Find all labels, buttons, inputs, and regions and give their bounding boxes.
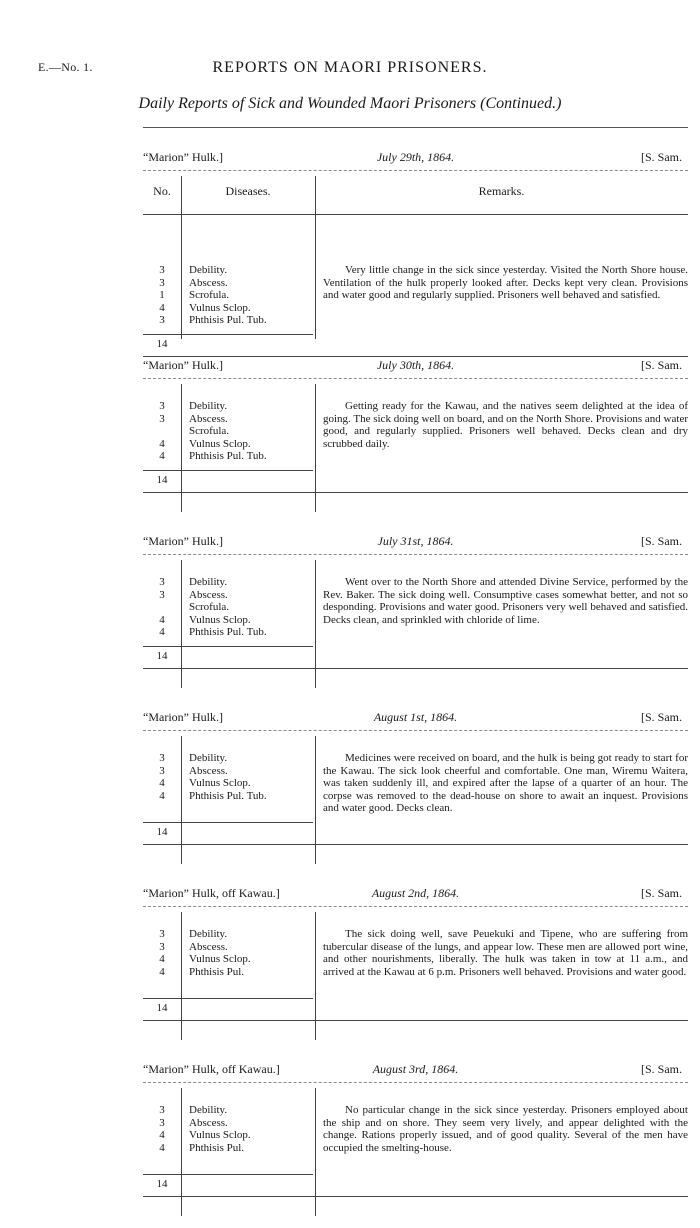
table-row (143, 928, 313, 941)
report-entry (143, 1052, 688, 1228)
table-row (143, 1104, 313, 1117)
case-count: 4 (159, 1141, 165, 1154)
case-count: 4 (159, 437, 165, 450)
page-subtitle: Daily Reports of Sick and Wounded Maori Prisoners (Continued.) (138, 95, 562, 112)
report-date: July 30th, 1864. (376, 358, 455, 372)
dashed-rule (143, 906, 688, 907)
disease-name: Scrofula. (189, 601, 230, 613)
disease-name: Scrofula. (189, 425, 230, 437)
entry-bottom-rule (143, 1020, 688, 1021)
disease-list (143, 752, 313, 802)
table-row (143, 765, 313, 778)
dashed-rule (143, 170, 688, 171)
disease-list (143, 1104, 313, 1154)
signature: [S. Sam. (640, 150, 682, 164)
disease-name: Abscess. (189, 1116, 228, 1129)
disease-name: Vulnus Sclop. (189, 1129, 251, 1141)
total-rule (143, 334, 313, 335)
table-row (143, 1129, 313, 1142)
case-count: 3 (159, 1116, 165, 1129)
case-count: 4 (159, 301, 165, 314)
table-row (143, 289, 313, 302)
signature: [S. Sam. (640, 886, 682, 900)
disease-name: Vulnus Sclop. (189, 613, 251, 626)
table-row (143, 953, 313, 966)
sick-table (143, 736, 688, 876)
total-rule (143, 646, 313, 647)
vessel-name: “Marion” Hulk, off Kawau.] (143, 886, 280, 900)
sick-table (143, 176, 688, 348)
disease-name: Abscess. (189, 764, 228, 777)
table-row (143, 626, 313, 639)
table-row (143, 777, 313, 790)
dashed-rule (143, 1082, 688, 1083)
signature: [S. Sam. (640, 534, 682, 548)
entry-bottom-rule (143, 668, 688, 669)
entry-bottom-rule (143, 492, 688, 493)
report-date: August 1st, 1864. (373, 710, 458, 724)
table-row (143, 601, 313, 614)
disease-name: Vulnus Sclop. (189, 301, 251, 314)
case-count: 3 (159, 1104, 165, 1116)
table-row (143, 589, 313, 602)
disease-name: Phthisis Pul. Tub. (189, 789, 267, 802)
table-row (143, 264, 313, 277)
signature: [S. Sam. (640, 1062, 682, 1076)
entry-header (143, 1062, 688, 1078)
header-rule (143, 214, 688, 215)
signature: [S. Sam. (640, 358, 682, 372)
remarks-text: Getting ready for the Kawau, and the natives seem delighted at the idea of going. The sick doing well on board, and on the North Shore. Provisions and water good, and regularly supplied. Prisoners well behaved. Decks clean and dry scrubbed daily. (323, 400, 688, 450)
report-entry (143, 876, 688, 1052)
disease-list (143, 928, 313, 978)
total-rule (143, 822, 313, 823)
case-count: 3 (159, 264, 165, 276)
case-count: 3 (159, 940, 165, 953)
disease-name: Debility. (189, 576, 228, 588)
disease-name: Abscess. (189, 276, 228, 289)
disease-name: Phthisis Pul. Tub. (189, 626, 267, 638)
signature: [S. Sam. (640, 710, 682, 724)
sick-table (143, 384, 688, 524)
table-row (143, 277, 313, 290)
case-count: 3 (159, 928, 165, 940)
case-count: 1 (159, 289, 165, 301)
case-count: 4 (159, 965, 165, 978)
total-rule (143, 470, 313, 471)
table-row (143, 752, 313, 765)
total-rule (143, 1174, 313, 1175)
entry-header (143, 150, 688, 166)
disease-list (143, 576, 313, 639)
case-count: 3 (159, 276, 165, 289)
top-rule (143, 127, 688, 128)
vessel-name: “Marion” Hulk.] (143, 150, 223, 164)
vessel-name: “Marion” Hulk.] (143, 710, 223, 724)
entry-bottom-rule (143, 844, 688, 845)
report-date: July 29th, 1864. (376, 150, 455, 164)
case-count: 3 (159, 576, 165, 588)
disease-name: Phthisis Pul. Tub. (189, 314, 267, 326)
disease-name: Vulnus Sclop. (189, 953, 251, 965)
table-row (143, 941, 313, 954)
disease-name: Scrofula. (189, 289, 230, 301)
report-date: July 31st, 1864. (377, 534, 454, 548)
remarks-text: Went over to the North Shore and attended Divine Service, performed by the Rev. Baker. The sick doing well. Consumptive cases somewhat better, and not so desponding. Provisions and water good. Prisoners very well behaved and satisfied. Decks clean, and sprinkled with chloride of lime. (323, 576, 688, 626)
table-row (143, 614, 313, 627)
case-count: 3 (159, 752, 165, 764)
vessel-name: “Marion” Hulk.] (143, 534, 223, 548)
case-count: 3 (159, 412, 165, 425)
disease-name: Vulnus Sclop. (189, 437, 251, 450)
disease-name: Phthisis Pul. Tub. (189, 450, 267, 462)
page-title: REPORTS ON MAORI PRISONERS. (212, 59, 488, 76)
case-count: 4 (159, 450, 165, 462)
case-count: 3 (159, 588, 165, 601)
table-row (143, 314, 313, 327)
case-count: 4 (159, 613, 165, 626)
report-entries (143, 140, 688, 1228)
entry-header (143, 710, 688, 726)
sick-table (143, 912, 688, 1052)
case-count: 4 (159, 953, 165, 965)
dashed-rule (143, 730, 688, 731)
disease-name: Abscess. (189, 588, 228, 601)
entry-header (143, 358, 688, 374)
table-row (143, 1117, 313, 1130)
report-entry (143, 140, 688, 348)
disease-name: Phthisis Pul. (189, 1141, 245, 1154)
remarks-text: No particular change in the sick since yesterday. Prisoners employed about the ship and on shore. They seem very lively, and appear delighted with the change. Rations properly issued, and of good quality. Several of the men have occupied the smelting-house. (323, 1104, 688, 1154)
case-count: 3 (159, 400, 165, 412)
case-count: 4 (159, 789, 165, 802)
table-row (143, 790, 313, 803)
case-count: 3 (159, 764, 165, 777)
total-count: 14 (156, 650, 168, 662)
table-row (143, 1142, 313, 1155)
column-header-diseases: Diseases. (225, 184, 271, 198)
sick-table (143, 1088, 688, 1228)
case-count: 4 (159, 1129, 165, 1141)
disease-name: Abscess. (189, 940, 228, 953)
total-count: 14 (156, 1002, 168, 1014)
report-entry (143, 524, 688, 700)
total-count: 14 (156, 826, 168, 838)
total-rule (143, 998, 313, 999)
page-ref: E.—No. 1. (38, 60, 93, 74)
entry-bottom-rule (143, 1196, 688, 1197)
remarks-text: Very little change in the sick since yesterday. Visited the North Shore house. Ventilation of the hulk properly looked after. Decks kept very clean. Provisions and water good and regularly supplied. Prisoners well behaved and satisfied. (323, 264, 688, 301)
total-count: 14 (156, 338, 168, 350)
case-count: 4 (159, 777, 165, 789)
report-date: August 2nd, 1864. (371, 886, 460, 900)
table-row (143, 966, 313, 979)
disease-name: Debility. (189, 928, 228, 940)
table-row (143, 425, 313, 438)
disease-name: Vulnus Sclop. (189, 777, 251, 789)
vessel-name: “Marion” Hulk, off Kawau.] (143, 1062, 280, 1076)
column-divider (315, 176, 316, 339)
disease-name: Phthisis Pul. (189, 965, 245, 978)
report-entry (143, 700, 688, 876)
table-header (143, 184, 688, 200)
table-row (143, 400, 313, 413)
sick-table (143, 560, 688, 700)
disease-list (143, 264, 313, 327)
entry-header (143, 886, 688, 902)
remarks-text: Medicines were received on board, and the hulk is being got ready to start for the Kawau. The sick look cheerful and comfortable. One man, Wiremu Waitera, was taken suddenly ill, and expired after the lapse of a quarter of an hour. The corpse was removed to the dead-house on shore to await an inquest. Provisions and water good. Decks clean. (323, 752, 688, 814)
vessel-name: “Marion” Hulk.] (143, 358, 223, 372)
report-date: August 3rd, 1864. (372, 1062, 459, 1076)
table-row (143, 413, 313, 426)
table-row (143, 450, 313, 463)
table-row (143, 438, 313, 451)
case-count: 3 (159, 314, 165, 326)
table-row (143, 576, 313, 589)
table-row (143, 302, 313, 315)
entry-header (143, 534, 688, 550)
case-count: 4 (159, 626, 165, 638)
disease-name: Debility. (189, 264, 228, 276)
disease-name: Debility. (189, 1104, 228, 1116)
remarks-text: The sick doing well, save Peuekuki and Tipene, who are suffering from tubercular disease of the lungs, and appear low. These men are allowed port wine, and other nourishments, liberally. The hulk was taken in tow at 11 a.m., and arrived at the Kawau at 6 p.m. Prisoners well behaved. Provisions and water good. (323, 928, 688, 978)
total-count: 14 (156, 474, 168, 486)
dashed-rule (143, 378, 688, 379)
dashed-rule (143, 554, 688, 555)
total-count: 14 (156, 1178, 168, 1190)
disease-name: Debility. (189, 752, 228, 764)
column-header-remarks: Remarks. (478, 184, 525, 198)
disease-list (143, 400, 313, 463)
report-entry (143, 348, 688, 524)
disease-name: Debility. (189, 400, 228, 412)
column-header-no: No. (153, 184, 171, 198)
disease-name: Abscess. (189, 412, 228, 425)
